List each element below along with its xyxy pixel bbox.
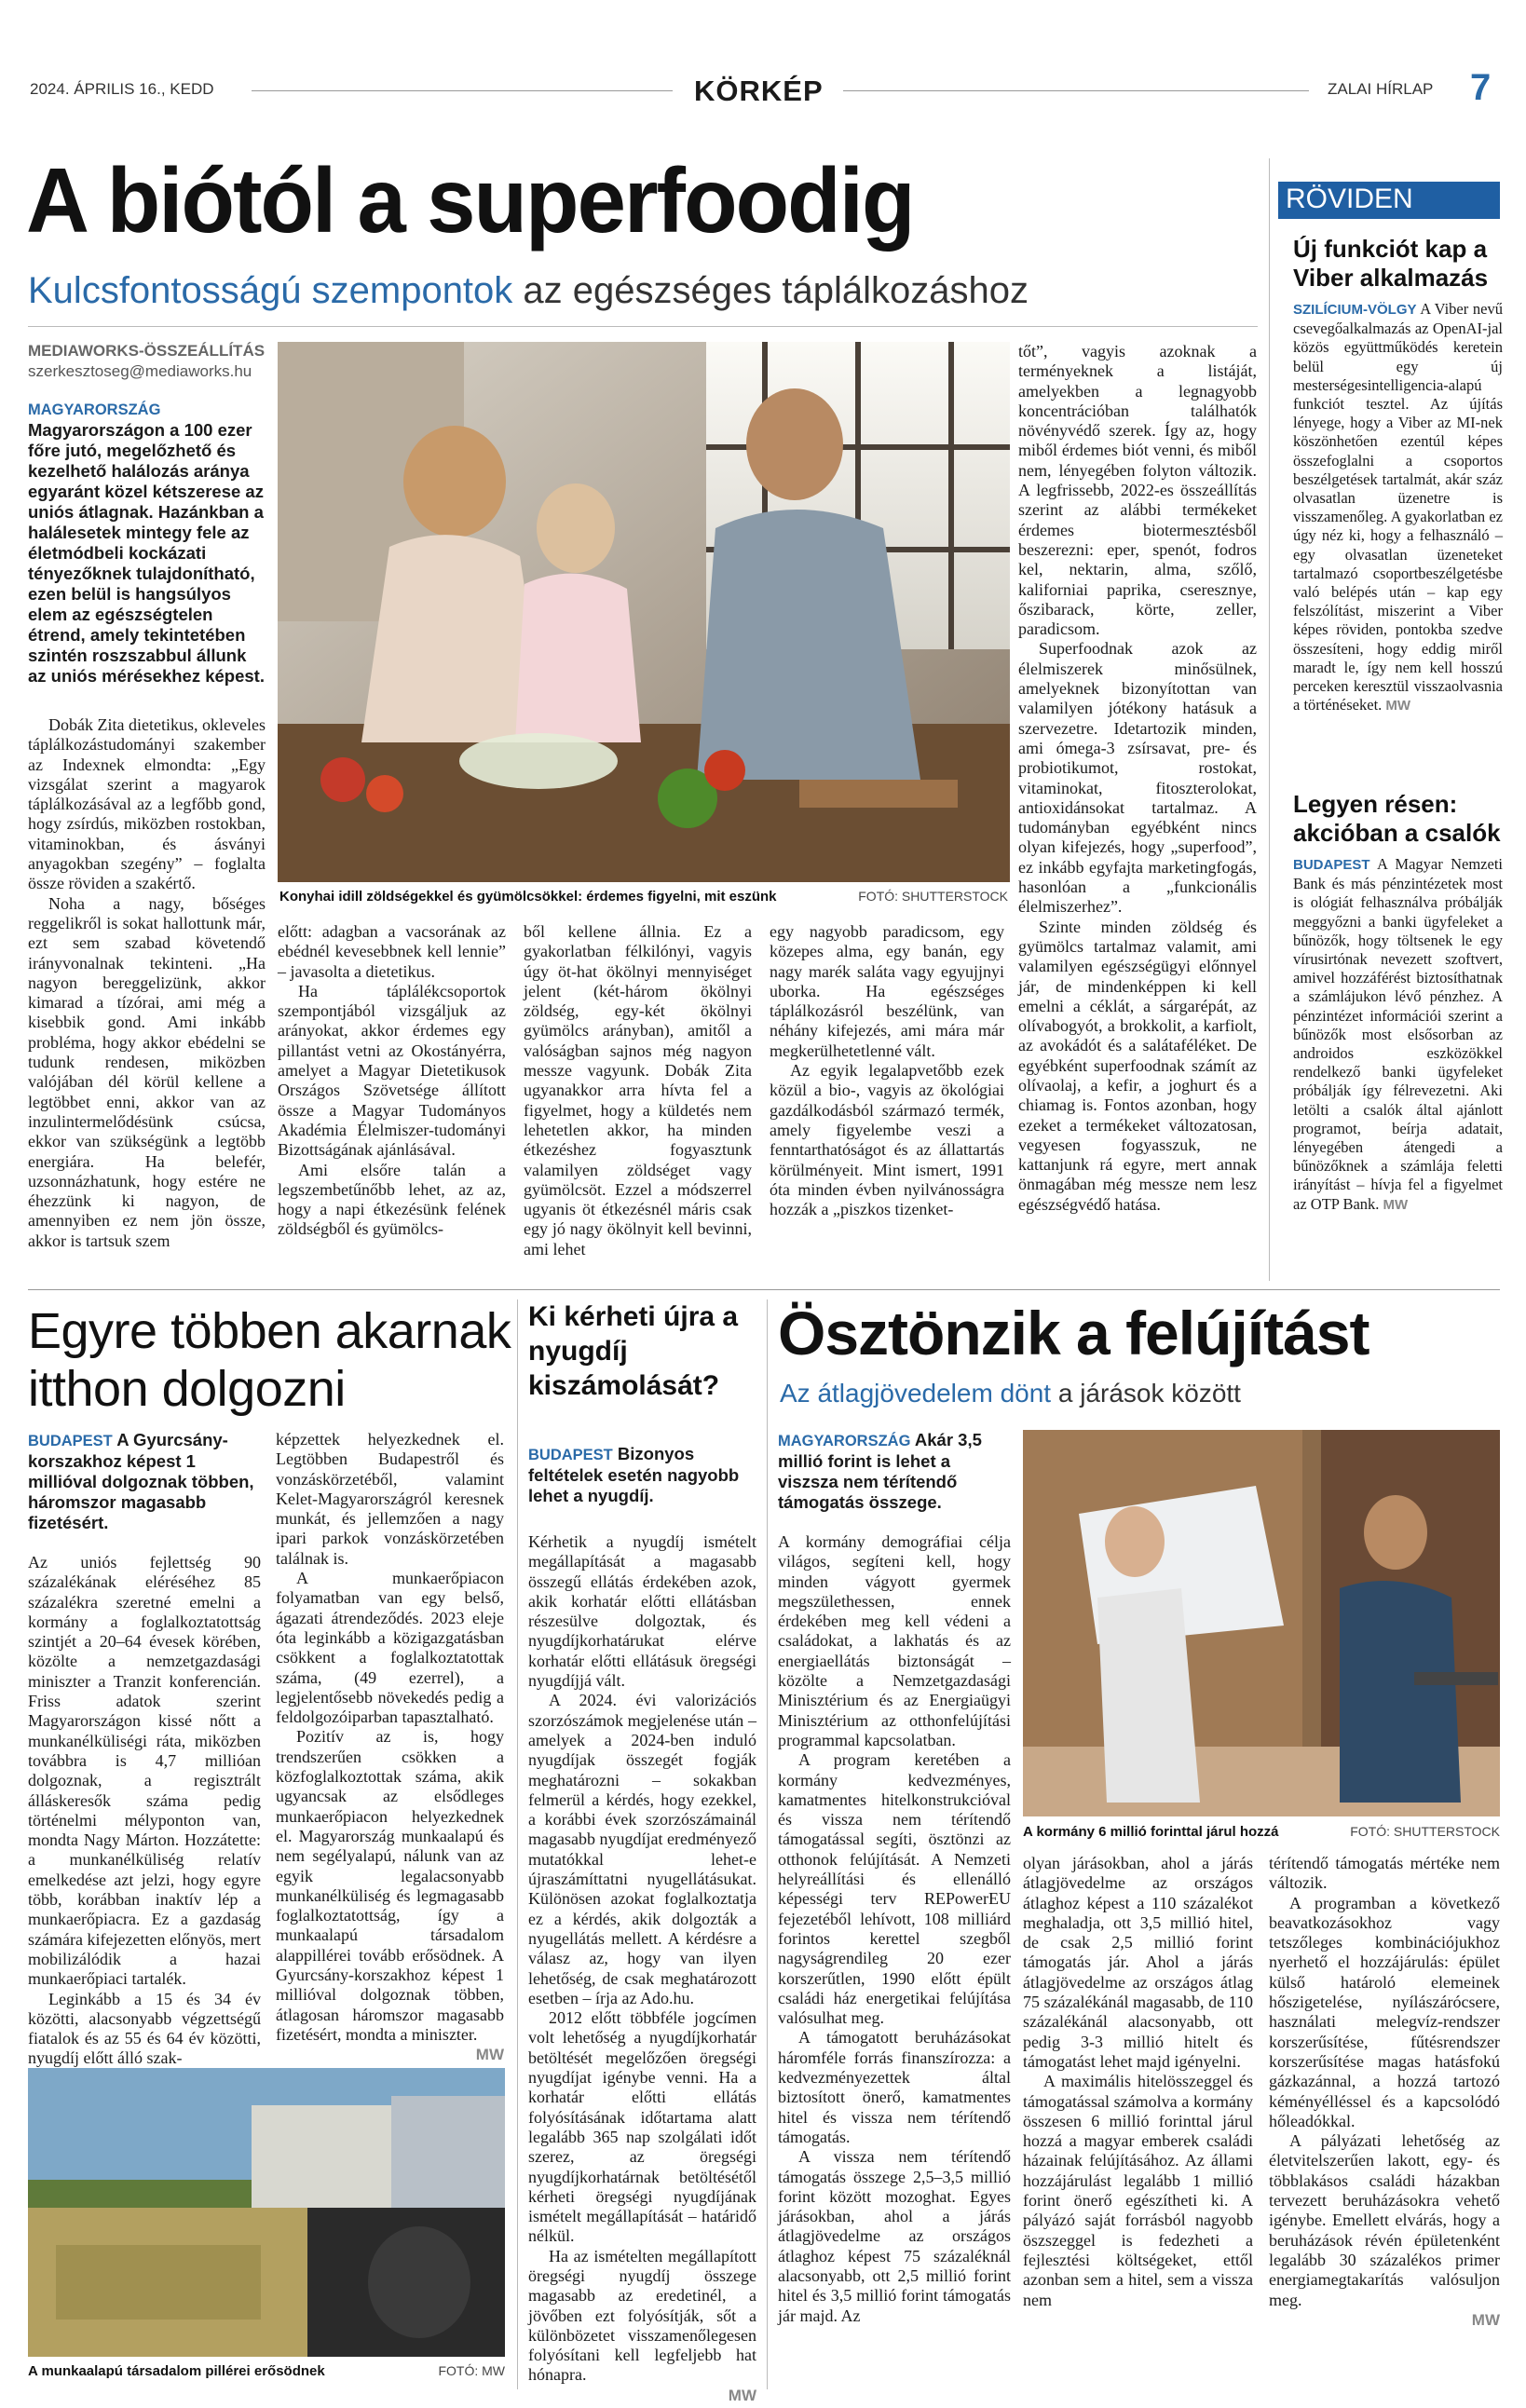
- main-col1: [28, 715, 266, 1279]
- art4-mw: MW: [1471, 2310, 1500, 2329]
- header-section: KÖRKÉP: [694, 75, 824, 107]
- art3-p2: A 2024. évi valorizációs szorzószámok megjelenése után – amelyek a 2024-ben induló nyugdíjak összegét fogják meghatározni – sokakban felmerül a kérdés, hogy ezekkel, a korábbi évek szorzószámainál magasabb nyugdíjat eredményező mutatókkal lehet-e újraszámíttatni nyugellátásukat. Különösen azokat foglalkoztatja ez a kérdés, akik dolgozták a nyugellátás mellett. A kérdésre a válasz az, hogy van ilyen lehetőség, de csak meghatározott esetben – írja az Ado.hu.: [528, 1691, 756, 2007]
- main-col1-p2: Noha a nagy, bőséges reggelikről is sokat hallottunk már, ezt sem szabad követendő irányvonalnak tekinteni. „Ha nagyon bereggelizünk, akkor kimarad a tízórai, ami még a kisebbik gond. Ami inkább probléma, hogy akkor ebédelni se tudunk rendesen, miközben valójában dél körül kellene a legtöbbet enni, akkor van az inzulintermelődésünk csúcsa, ekkor van szükségünk a legtöbb energiára. Ha belefér, uzsonnázhatunk, hogy estére ne éhezzünk ki nagyon, de amennyiben ez nem jön össze, akkor is tartsuk szem: [28, 893, 266, 1250]
- sidebar-s1-body: [1293, 300, 1503, 780]
- art4-title: Ösztönzik a felújítást: [778, 1299, 1369, 1367]
- art2-col1: [28, 1553, 261, 2068]
- art2-col2-p1: képzettek helyezkednek el. Legtöbben Budapestről és vonzáskörzetéből, valamint Kelet-Magyarországról keresnek munkát, és jellemzően a nagy ipari parkok vonzáskörzetében találnak is.: [276, 1430, 504, 1568]
- art4-lead: [778, 1430, 1011, 1518]
- art4-col3-p3: A pályázati lehetőség az életvitelszerűen lakott, egy- és többlakásos családi házakban tervezett beruházásokra vehető igénybe. Emellett elvárás, hogy a beruházások révén épületenként legalább 30 százalékos primer energiamegtakarítás valósuljon meg.: [1269, 2131, 1500, 2309]
- main-col5-p2: Superfoodnak azok az élelmiszerek minősülnek, amelyeknek bizonyítottan van valamilyen jótékony hatásuk a szervezetre. Idetartozik minden, ami ómega-3 zsírsavat, pre- és probiotikumot, rostokat, vitaminokat, fitoszterolokat, antioxidánsokat tartalmaz. A tudományban egyébként nincs olyan kifejezés, hogy „superfood”, ez inkább egyfajta marketingfogás, hasonlóan a „funkcionális élelmiszerhez”.: [1018, 639, 1257, 917]
- header-rule-right: [843, 90, 1309, 91]
- kitchen-photo-caption: [279, 889, 1008, 905]
- renovation-photo-caption: [1023, 1824, 1500, 1840]
- byline: MEDIAWORKS-ÖSSZEÁLLÍTÁS: [28, 342, 266, 360]
- art3-mw: MW: [728, 2386, 756, 2404]
- harvest-photo: [28, 2068, 505, 2357]
- main-col4-p1: egy nagyobb paradicsom, egy közepes alma, egy banán, egy nagy marék saláta vagy egyujjnyi uborka. Ha egészséges táplálkozásról beszélünk, van néhány kifejezés, ami mára már megkerülhetetlenné vált.: [770, 922, 1004, 1060]
- main-col4: [770, 922, 1004, 1279]
- sidebar-divider: [1269, 158, 1270, 1281]
- main-col2-p3: Ami elsőre talán a legszembetűnőbb lehet, az az, hogy a napi étkezésünk felének zöldségből és gyümölcs-: [278, 1160, 506, 1239]
- harvest-photo-credit: FOTÓ: MW: [438, 2363, 505, 2378]
- kitchen-photo: [278, 342, 1010, 882]
- sidebar-s1-loc: SZILÍCIUM-VÖLGY: [1293, 302, 1417, 318]
- art4-col1-p3: A támogatott beruházásokat háromféle forrás finanszírozza: a kedvezményezettek által biztosított önerő, kamatmentes hitel és vissza nem térítendő támogatás.: [778, 2028, 1011, 2146]
- renovation-caption-text: A kormány 6 millió forinttal járul hozzá: [1023, 1824, 1279, 1840]
- art4-col3-p2: A programban a következő beavatkozásokhoz vagy tetszőleges kombinációjukhoz nyerhető el hozzájárulás: épület külső határoló elemeinek hőszigetelése, nyílászárócsere, használati melegvíz-rendszer korszerűsítése, fűtésrendszer korszerűsítése magas hatásfokú gázkazánnal, a hozzá tartozó kéményélléssel és a kapcsolódó hőleadókkal.: [1269, 1893, 1500, 2130]
- main-subtitle-rest: az egészséges táplálkozáshoz: [523, 270, 1029, 311]
- art4-col3-p1: térítendő támogatás mértéke nem változik.: [1269, 1854, 1500, 1893]
- main-lead-text: Magyarországon a 100 ezer főre jutó, megelőzhető és kezelhető halálozás aránya egyaránt közel kétszerese az uniós átlagnak. Hazánkban a halálesetek mintegy fele az életmódbeli kockázati tényezőknek tulajdonítható, ezen belül is hangsúlyos elem az egészségtelen étrend, amely tekintetében szintén roszszabbul állunk az uniós mérésekhez képest.: [28, 420, 265, 686]
- art3-p1: Kérhetik a nyugdíj ismételt megállapítását a magasabb összegű ellátás érdekében azok, akik korhatár előtti ellátásban részesülve dolgoztak, és nyugdíjkorhatárukat elérve korhatár előtti ellátásuk öregségi nyugdíjjá vált.: [528, 1532, 756, 1691]
- art2-col1-p2: Leginkább a 15 és 34 év közötti, alacsonyabb végzettségű fiatalok és az 55 és 64 év közötti, nyugdíj előtt álló szak-: [28, 1989, 261, 2068]
- harvest-photo-image: [28, 2068, 505, 2357]
- art2-lead: [28, 1430, 261, 1551]
- art3-col: [528, 1532, 756, 2404]
- art4-col2: [1023, 1854, 1253, 2389]
- art2-col2-p3: Pozitív az is, hogy trendszerűen csökken a közfoglalkoztottak száma, akik ugyancsak az elsődleges munkaerőpiacon helyezkednek el. Magyarország munkaalapú és nem segélyalapú, nálunk van az egyik legalacsonyabb munkanélküliség és legmagasabb foglalkoztatottság, így a munkaalapú társadalom alappillérei tovább erősödnek. A Gyurcsány-korszakhoz képest 1 millióval dolgoznak többen, átlagosan háromszor magasabb fizetésért, mondta a miniszter.: [276, 1727, 504, 2044]
- art4-col1-p4: A vissza nem térítendő támogatás összege 2,5–3,5 millió forint között mozoghat. Egyes járásokban, ahol a járás átlagjövedelme az országos átlaghoz képest 75 százaléknál alacsonyabb, ott 2,5 millió forint hitel és 3,5 millió forint támogatás jár majd. Az: [778, 2147, 1011, 2325]
- kitchen-photo-credit: FOTÓ: SHUTTERSTOCK: [858, 889, 1008, 904]
- sidebar-s1-title: Új funkciót kap a Viber alkalmazás: [1293, 235, 1489, 292]
- kitchen-caption-text: Konyhai idill zöldségekkel és gyümölcsökkel: érdemes figyelni, mit eszünk: [279, 889, 777, 905]
- art4-subtitle: [780, 1379, 1241, 1408]
- main-col3: [524, 922, 752, 1279]
- sidebar-s2-mw: MW: [1383, 1196, 1409, 1213]
- art4-loc: MAGYARORSZÁG: [778, 1433, 911, 1449]
- harvest-caption-text: A munkaalapú társadalom pillérei erősödnek: [28, 2363, 325, 2379]
- header-date: 2024. ÁPRILIS 16., KEDD: [30, 80, 214, 98]
- harvest-photo-caption: [28, 2363, 505, 2379]
- main-col5-p1: tőt”, vagyis azoknak a terményeknek a listáját, amelyekben a legnagyobb koncentrációban találhatók növényvédő szerek. Így az, hogy miből érdemes biót venni, és miből nem, lényegében folyton változik. A legfrissebb, 2022-es összeállítás szerint az alábbi termékeket érdemes biotermesztésből beszerezni: eper, spenót, fodros kel, nektarin, alma, szőlő, kaliforniai paprika, cseresznye, őszibarack, körte, zeller, paradicsom.: [1018, 342, 1257, 639]
- main-col2-p2: Ha táplálékcsoportok szempontjából vizsgáljuk az arányokat, akkor érdemes egy pillantást vetni az Okostányérra, amelyet a Magyar Dietetikusok Országos Szövetsége állított össze a Magyar Tudományos Akadémia Élelmiszer-tudományi Bizottságának ajánlásával.: [278, 981, 506, 1160]
- art2-col2: [276, 1430, 504, 2064]
- art3-title: Ki kérheti újra a nyugdíj kiszámolását?: [528, 1301, 739, 1401]
- kitchen-photo-image: [278, 342, 1010, 882]
- sidebar-s2-text: A Magyar Nemzeti Bank és más pénzintézetek most is ológiát felhasználva próbálják meggyőzni a banki ügyfeleket a bűnözők, hogy töltsenek le egy vírusirtónak nevezett szoftvert, amivel hozzáférést biztosíthatnak a számlájukon lévő pénzhez. A pénzintézet információi szerint a bűnözők most elsősorban az androidos eszközökkel rendelkező banki ügyfeleket próbálják így félrevezetni. Aki letölti a csalók által ajánlott programot, beírja adatait, lényegében átengedi a bűnözőknek a számlája feletti irányítást – hívja fel a figyelmet az OTP Bank.: [1293, 855, 1503, 1213]
- sidebar-s1-text: A Viber nevű csevegőalkalmazás az OpenAI-jal közös együttműködés keretein belül egy új mesterségesintelligencia-alapú funkciót tesztel. Az újítás lényege, hogy a Viber az MI-nek köszönhetően ezentúl képes összefoglalni a csoportos beszélgetések tartalmát, akár száz olvasatlan üzenetre is visszamenőleg. A gyakorlatban ez úgy néz ki, hogy a felhasználó – egy olvasatlan üzeneteket tartalmazó csoportbeszélgetésbe való belépés után – kap egy felszólítást, miszerint a Viber képes röviden, pontokba szedve összesíteni, hogy eddig miről maradt le, így nem kell hosszú perceken keresztül visszaolvasnia a történéseket.: [1293, 300, 1504, 714]
- art3-divider-left: [517, 1299, 518, 2389]
- art2-col1-p1: Az uniós fejlettség 90 százalékának eléréséhez 85 százalékra szeretné emelni a kormány a foglalkoztatottság szintjét a 20–64 évesek körében, közölte a nemzetgazdasági miniszter a Tranzit konferencián. Friss adatok szerint Magyarországon kissé nőtt a munkanélküliségi ráta, miközben továbbra is 4,7 millióan dolgoznak, a regisztrált álláskeresők száma pedig történelmi mélyponton van, mondta Nagy Márton. Hozzátette: a munkanélküliség relatív emelkedése azt jelzi, hogy egyre több, korábban inaktív lép a munkaerőpiacra. Ez a gazdaság számára kifejezetten előnyös, mert mobilizálódik a hazai munkaerőpiaci tartalék.: [28, 1553, 261, 1989]
- main-col5: [1018, 342, 1257, 1279]
- art3-lead-text: Bizonyos feltételek esetén nagyobb lehet a nyugdíj.: [528, 1444, 740, 1505]
- art3-loc: BUDAPEST: [528, 1447, 613, 1463]
- art4-col1-p2: A program keretében a kormány kedvezményes, kamatmentes hitelkonstrukcióval és vissza nem térítendő támogatással segíti, ösztönzi az otthonok felújítását. A Nemzeti helyreállítási és ellenálló képességi terv REPowerEU fejezetéből lehívott, 108 milliárd forintos kerettel szegből nagyságrendileg 20 ezer korszerűtlen, 1990 előtt épült családi ház energetikai felújítása valósulhat meg.: [778, 1750, 1011, 2028]
- art3-p4: Ha az ismételten megállapított öregségi nyugdíj összege magasabb az eredetinél, a jövőben ezt folyósítják, sőt a különbözetet visszamenőlegesen folyósítani kell legfeljebb hat hónapra.: [528, 2246, 756, 2385]
- sidebar-s2-body: [1293, 855, 1503, 1279]
- art4-col3: [1269, 1854, 1500, 2389]
- art3-p3: 2012 előtt többféle jogcímen volt lehetőség a nyugdíjkorhatár betöltését megelőzően öregségi nyugdíjat igénybe venni. Ha a korhatár előtti ellátás folyósításának időtartama alatt legalább 365 nap szolgálati időt szerez, az öregségi nyugdíjkorhatárnak betöltésétől kérheti öregségi nyugdíjának ismételt megállapítását – határidő nélkül.: [528, 2008, 756, 2246]
- main-col4-p2: Az egyik legalapvetőbb ezek közül a bio-, vagyis az ökológiai gazdálkodásból származó termék, amely figyelembe veszi a fenntarthatóságot és az állattartás körülményeit. Mint ismert, 1991 óta minden évben nyilvánosságra hozzák a „piszkos tizenket-: [770, 1061, 1004, 1219]
- sidebar-label: RÖVIDEN: [1278, 182, 1500, 219]
- renovation-photo: [1023, 1430, 1500, 1816]
- main-subtitle: [28, 270, 1029, 312]
- sidebar-s2-loc: BUDAPEST: [1293, 857, 1370, 873]
- art2-title: [28, 1302, 511, 1418]
- art2-loc: BUDAPEST: [28, 1433, 113, 1449]
- art2-lead-text: A Gyurcsány-korszakhoz képest 1 millióval dolgoznak többen, háromszor magasabb fizetésért.: [28, 1430, 254, 1532]
- art4-lead-text: Akár 3,5 millió forint is lehet a viszsza nem térítendő támogatás összege.: [778, 1430, 982, 1512]
- main-col2-p1: előtt: adagban a vacsorának az ebédnél kevesebbnek kell lennie” – javasolta a dietetikus.: [278, 922, 506, 981]
- art4-subtitle-rest: a járások között: [1057, 1379, 1241, 1408]
- main-col3-p1: ből kellene állnia. Ez a gyakorlatban félkilónyi, vagyis úgy öt-hat ökölnyi mennyiséget jelent (két-három ökölnyi zöldség, egy-két ökölnyi gyümölcs arányban), amitől a valóságban sajnos még nagyon messze vagyunk. Dobák Zita ugyanakkor arra hívta fel a figyelmet, hogy a küldetés nem lehetetlen akkor, ha minden étkezéshez fogyasztunk valamilyen zöldséget vagy gyümölcsöt. Ezzel a módszerrel ugyanis öt étkezésnél máris csak egy jó nagy ökölnyit kell bevinni, ami lehet: [524, 922, 752, 1258]
- main-col5-p3: Szinte minden zöldség és gyümölcs tartalmaz valamit, ami valamilyen egészségügyi előnnyel jár, de mindenképpen ki kell emelni a céklát, a sárgarépát, az olívabogyót, a brokkolit, a karfiolt, az avokádót és a salátaféléket. De egyébként superfoodnak számít az olívaolaj, a kefir, a joghurt és a chiamag is. Fontos azonban, hogy ezeket a termékeket változatosan, vegyesen fogyasszuk, ne kattanjunk rá egyre, mert annak önmagában még messze nem lesz egészségvédő hatása.: [1018, 917, 1257, 1214]
- renovation-photo-credit: FOTÓ: SHUTTERSTOCK: [1350, 1824, 1500, 1839]
- art2-title-line2: itthon dolgozni: [28, 1361, 346, 1417]
- art2-mw: MW: [475, 2046, 504, 2064]
- section-rule: [28, 1289, 1500, 1290]
- header-rule-left: [252, 90, 673, 91]
- art4-col2-p1: olyan járásokban, ahol a járás átlagjövedelme az országos átlaghoz képest a 110 százalékot meghaladja, ott 3,5 millió hitel, de csak 2,5 millió forint támogatás jár. Ahol a járás átlagjövedelme az országos átlag 75 százalékánál magasabb, de 110 százalékánál alacsonyabb, ott pedig 3-3 millió hitelt és támogatást lehet majd igényelni.: [1023, 1854, 1253, 2071]
- sidebar-s1-mw: MW: [1385, 698, 1411, 714]
- art3-divider-right: [767, 1299, 768, 2389]
- renovation-photo-image: [1023, 1430, 1500, 1816]
- main-rule: [28, 326, 1258, 327]
- art4-col2-p2: A maximális hitelösszeggel és támogatással számolva a kormány összesen 6 millió forinttal járul hozzá a magyar emberek családi házainak felújításához. Az állami hozzájárulást legalább 1 millió forint önerő egészítheti ki. A pályázó saját forrásból nagyobb öszszeggel is fedezheti a fejlesztési költségeket, ettől azonban sem a hitel, sem a vissza nem: [1023, 2072, 1253, 2309]
- main-col2: [278, 922, 506, 1279]
- art2-col2-p2: A munkaerőpiacon folyamatban van egy belső, ágazati átrendeződés. 2023 eleje óta leginkább a közigazgatásban csökkent a foglalkoztatottak száma, (49 ezerrel), a legjelentősebb növekedés pedig a feldolgozóiparban tapasztalható.: [276, 1569, 504, 1727]
- main-loc: MAGYARORSZÁG: [28, 401, 161, 418]
- art4-col1: [778, 1532, 1011, 2389]
- byline-email: szerkesztoseg@mediaworks.hu: [28, 362, 252, 380]
- main-subtitle-blue: Kulcsfontosságú szempontok: [28, 270, 513, 311]
- header-paper: ZALAI HÍRLAP: [1328, 80, 1434, 98]
- art2-title-line1: Egyre többen akarnak: [28, 1303, 511, 1359]
- main-lead: [28, 399, 266, 706]
- page-number: 7: [1470, 67, 1492, 108]
- sidebar-s2-title: Legyen résen: akcióban a csalók: [1293, 790, 1501, 847]
- art4-subtitle-blue: Az átlagjövedelem dönt: [780, 1379, 1052, 1408]
- art3-lead: [528, 1444, 756, 1518]
- art4-col1-p1: A kormány demográfiai célja világos, segíteni kell, hogy minden vágyott gyermek megszülethessen, ennek érdekében meg kell védeni a családokat, a lakhatás és az energiaellátás biztonságát – közölte a Nemzetgazdasági Minisztérium és az Energiaügyi Minisztérium az otthonfelújítási programmal kapcsolatban.: [778, 1532, 1011, 1749]
- main-title: A biótól a superfoodig: [26, 149, 914, 252]
- main-col1-p1: Dobák Zita dietetikus, okleveles táplálkozástudományi szakember az Indexnek elmondta: „Egy vizsgálat szerint a magyarok táplálkozásával az a legfőbb gond, hogy zsírdús, miközben rostokban, vitaminokban, és ásványi anyagokban szegény” – foglalta össze röviden a szakértő.: [28, 715, 266, 893]
